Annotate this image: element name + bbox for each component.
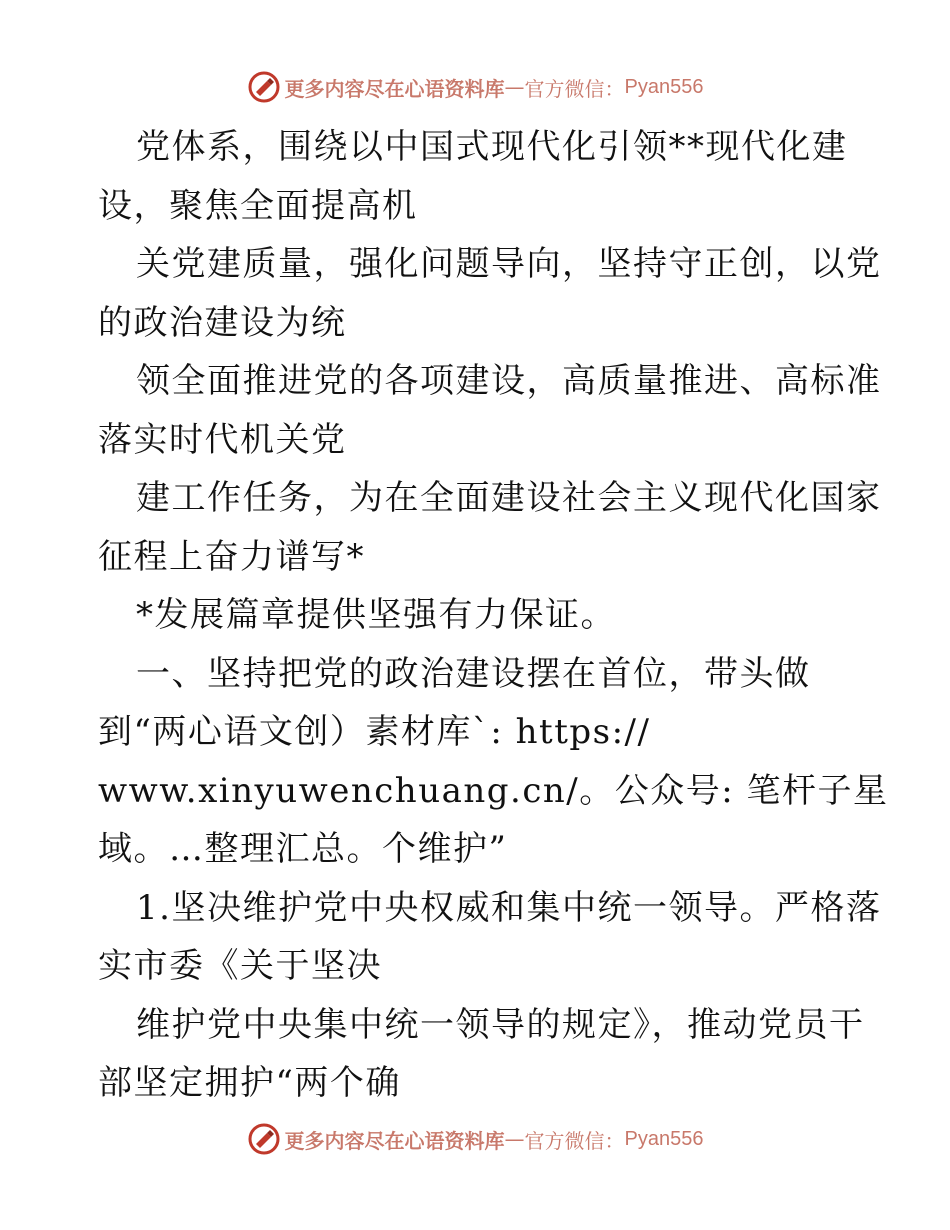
text-line: 实市委《关于坚决 [98, 946, 382, 986]
text-line: 党体系，围绕以中国式现代化引领**现代化建 [136, 127, 848, 167]
watermark-handle: Pyan556 [624, 75, 704, 98]
text-line: 关党建质量，强化问题导向，坚持守正创，以党 [136, 244, 882, 284]
text-line: 征程上奋力谱写* [98, 536, 365, 577]
watermark-handle: Pyan556 [624, 1127, 704, 1150]
text-line: 1.坚决维护党中央权威和集中统一领导。严格落 [136, 887, 882, 928]
text-line: 的政治建设为统 [98, 302, 347, 343]
text-line: *发展篇章提供坚强有力保证。 [136, 595, 616, 635]
header-watermark [0, 70, 950, 104]
watermark-text: 更多内容尽在心语资料库 [284, 76, 505, 101]
watermark-sub: 官方微信： [524, 1128, 625, 1153]
text-line: 到“两心语文创）素材库`: https:// [98, 712, 651, 752]
document-body [98, 118, 889, 1113]
text-line: 建工作任务，为在全面建设社会主义现代化国家 [136, 478, 882, 518]
watermark-sub: 官方微信： [524, 76, 625, 101]
text-line: 领全面推进党的各项建设，高质量推进、高标准 [136, 361, 882, 401]
watermark-dash: — [504, 75, 525, 99]
text-line: 域。…整理汇总。个维护” [98, 829, 508, 869]
text-line: 一、坚持把党的政治建设摆在首位，带头做 [136, 653, 811, 694]
watermark-dash: — [504, 1127, 525, 1151]
watermark-logo-icon [247, 1122, 281, 1156]
footer-watermark [0, 1122, 950, 1156]
text-line: 设，聚焦全面提高机 [98, 185, 418, 226]
watermark-text: 更多内容尽在心语资料库 [284, 1128, 505, 1153]
text-line: www.xinyuwenchuang.cn/。公众号: 笔杆子星 [98, 770, 889, 811]
text-line: 维护党中央集中统一领导的规定》，推动党员干 [136, 1004, 865, 1045]
text-line: 落实时代机关党 [98, 419, 347, 460]
text-line: 部坚定拥护“两个确 [98, 1063, 401, 1103]
watermark-logo-icon [247, 70, 281, 104]
